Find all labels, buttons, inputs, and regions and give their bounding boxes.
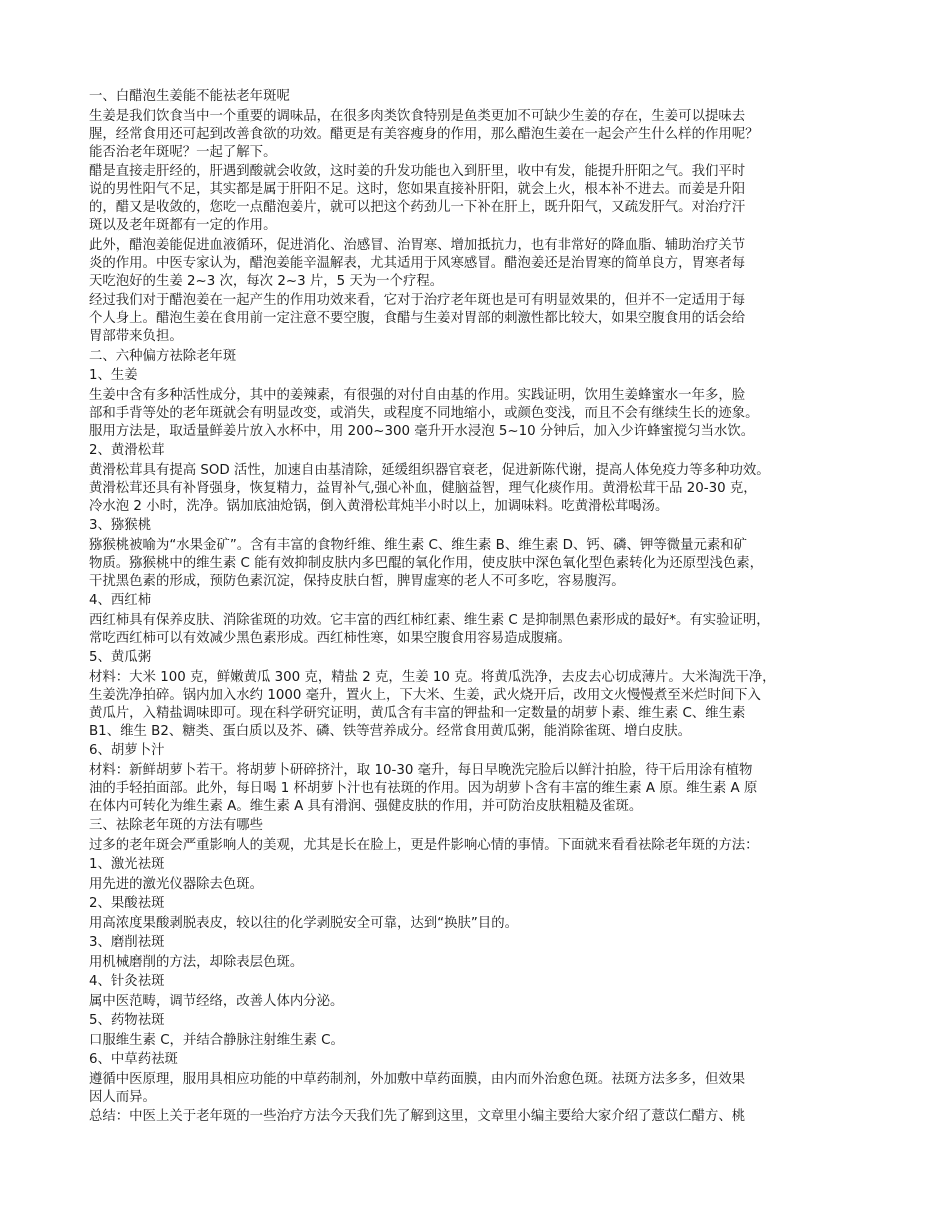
text-line: 物质。猕猴桃中的维生素 C 能有效抑制皮肤内多巴醌的氧化作用，使皮肤中深色氧化型色素转化为还原型浅色素， [89,555,763,571]
paragraph [89,1032,864,1050]
paragraph [89,669,864,741]
text-line: 部和手背等处的老年斑就会有明显改变，或消失，或程度不同地缩小，或颜色变浅，而且不会有继续生长的迹象。 [89,405,759,421]
text-line: 能否治老年斑呢？一起了解下。 [89,144,277,160]
text-line: 在体内可转化为维生素 A。维生素 A 具有滑润、强健皮肤的作用，并可防治皮肤粗糙及雀斑。 [89,798,643,814]
paragraph [89,88,864,106]
paragraph [89,537,864,591]
text-line: 用机械磨削的方法，却除表层色斑。 [89,954,304,970]
text-line: 油的手轻拍面部。此外，每日喝 1 杯胡萝卜汁也有祛斑的作用。因为胡萝卜含有丰富的维生素 A 原。维生素 A 原 [89,780,758,796]
text-line: 口服维生素 C，并结合静脉注射维生素 C。 [89,1032,344,1048]
paragraph [89,649,864,667]
text-line: 因人而异。 [89,1089,156,1105]
paragraph [89,462,864,516]
paragraph [89,442,864,460]
text-line: 用先进的激光仪器除去色斑。 [89,876,264,892]
text-line: 5、药物祛斑 [89,1013,165,1028]
text-line: 1、激光祛斑 [89,857,165,872]
text-line: 一、白醋泡生姜能不能祛老年斑呢 [89,89,290,104]
paragraph [89,592,864,610]
paragraph [89,292,864,346]
paragraph [89,1071,864,1107]
text-line: 2、果酸祛斑 [89,896,165,911]
text-line: 二、六种偏方祛除老年斑 [89,348,237,364]
paragraph [89,993,864,1011]
text-line: 用高浓度果酸剥脱表皮，较以往的化学剥脱安全可靠，达到“换肤”目的。 [89,915,518,931]
text-line: 属中医范畴，调节经络，改善人体内分泌。 [89,993,344,1009]
text-line: 6、胡萝卜汁 [89,743,165,758]
text-line: 三、祛除老年斑的方法有哪些 [89,818,264,833]
text-line: 材料：大米 100 克，鲜嫩黄瓜 300 克，精盐 2 克，生姜 10 克。将黄瓜洗净，去皮去心切成薄片。大米淘洗干净， [89,669,776,685]
paragraph [89,856,864,874]
paragraph [89,163,864,235]
text-line: 5、黄瓜粥 [89,650,152,665]
text-line: 常吃西红柿可以有效减少黑色素形成。西红柿性寒，如果空腹食用容易造成腹痛。 [89,630,572,646]
paragraph [89,895,864,913]
paragraph [89,762,864,816]
paragraph [89,1012,864,1030]
text-line: 3、磨削祛斑 [89,935,165,950]
text-line: 生姜洗净拍碎。锅内加入水约 1000 毫升，置火上，下大米、生姜，武火烧开后，改用文火慢慢煮至米烂时间下入 [89,687,761,703]
paragraph [89,837,864,855]
text-line: 生姜是我们饮食当中一个重要的调味品，在很多肉类饮食特别是鱼类更加不可缺少生姜的存在，生姜可以提味去 [89,108,746,124]
paragraph [89,742,864,760]
text-line: 胃部带来负担。 [89,329,183,344]
text-line: 黄滑松茸还具有补肾强身，恢复精力，益胃补气,强心补血，健脑益智，理气化痰作用。黄滑松茸干品 20-30 克， [89,480,757,496]
text-line: 材料：新鲜胡萝卜若干。将胡萝卜研碎挤汁，取 10-30 毫升，每日早晚洗完脸后以鲜汁拍脸，待干后用涂有植物 [89,762,753,778]
text-line: B1、维生 B2、糖类、蛋白质以及芥、磷、铁等营养成分。经常食用黄瓜粥，能消除雀斑、增白皮肤。 [89,723,692,739]
paragraph [89,387,864,441]
paragraph [89,915,864,933]
text-line: 黄瓜片，入精盐调味即可。现在科学研究证明，黄瓜含有丰富的钾盐和一定数量的胡萝卜素、维生素 C、维生素 [89,705,746,721]
paragraph [89,237,864,291]
paragraph [89,954,864,972]
paragraph [89,348,864,366]
document-page [89,88,864,1128]
text-line: 生姜中含有多种活性成分，其中的姜辣素，有很强的对付自由基的作用。实践证明，饮用生姜蜂蜜水一年多，脸 [89,387,746,403]
text-line: 1、生姜 [89,368,138,383]
text-line: 服用方法是，取适量鲜姜片放入水杯中，用 200~300 毫升开水浸泡 5~10 分钟后，加入少许蜂蜜搅匀当水饮。 [89,423,755,439]
paragraph [89,517,864,535]
text-line: 遵循中医原理，服用具相应功能的中草药制剂，外加敷中草药面膜，由内而外治愈色斑。祛斑方法多多，但效果 [89,1071,746,1087]
text-line: 4、针灸祛斑 [89,974,165,989]
text-line: 炎的作用。中医专家认为，醋泡姜能辛温解表，尤其适用于风寒感冒。醋泡姜还是治胃寒的简单良方，胃寒者每 [89,255,746,271]
text-line: 过多的老年斑会严重影响人的美观，尤其是长在脸上，更是件影响心情的事情。下面就来看看祛除老年斑的方法： [89,837,759,853]
text-line: 的，醋又是收敛的，您吃一点醋泡姜片，就可以把这个药劲儿一下补在肝上，既升阳气，又疏发肝气。对治疗汗 [89,200,746,215]
text-line: 6、中草药祛斑 [89,1052,178,1067]
text-line: 西红柿具有保养皮肤、消除雀斑的功效。它丰富的西红柿红素、维生素 C 是抑制黑色素形成的最好*。有实验证明， [89,612,770,628]
text-line: 天吃泡好的生姜 2~3 次，每次 2~3 片，5 天为一个疗程。 [89,273,444,289]
text-line: 冷水泡 2 小时，洗净。锅加底油炝锅，倒入黄滑松茸炖半小时以上，加调味料。吃黄滑松茸喝汤。 [89,498,669,514]
text-line: 个人身上。醋泡生姜在食用前一定注意不要空腹，食醋与生姜对胃部的刺激性都比较大，如果空腹食用的话会给 [89,311,746,326]
paragraph [89,367,864,385]
text-line: 4、西红柿 [89,593,152,608]
paragraph [89,612,864,648]
paragraph [89,973,864,991]
text-line: 斑以及老年斑都有一定的作用。 [89,218,277,233]
paragraph [89,1051,864,1069]
text-line: 此外，醋泡姜能促进血液循环，促进消化、治感冒、治胃寒、增加抵抗力，也有非常好的降血脂、辅助治疗关节 [89,237,746,253]
paragraph [89,1108,864,1126]
paragraph [89,876,864,894]
paragraph [89,817,864,835]
text-line: 2、黄滑松茸 [89,443,165,458]
paragraph [89,108,864,162]
text-line: 3、猕猴桃 [89,518,152,533]
text-line: 猕猴桃被喻为“水果金矿”。含有丰富的食物纤维、维生素 C、维生素 B、维生素 D、钙、磷、钾等微量元素和矿 [89,537,748,553]
text-line: 说的男性阳气不足，其实都是属于肝阳不足。这时，您如果直接补肝阳，就会上火，根本补不进去。而姜是升阳 [89,182,746,197]
text-line: 干扰黑色素的形成，预防色素沉淀，保持皮肤白皙，脾胃虚寒的老人不可多吃，容易腹泻。 [89,573,625,589]
text-line: 腥，经常食用还可起到改善食欲的功效。醋更是有美容瘦身的作用，那么醋泡生姜在一起会产生什么样的作用呢？ [89,126,759,142]
text-line: 黄滑松茸具有提高 SOD 活性，加速自由基清除，延缓组织器官衰老，促进新陈代谢，提高人体免疫力等多种功效。 [89,462,770,478]
text-line: 经过我们对于醋泡姜在一起产生的作用功效来看，它对于治疗老年斑也是可有明显效果的，但并不一定适用于每 [89,293,746,308]
paragraph [89,934,864,952]
text-line: 总结：中医上关于老年斑的一些治疗方法今天我们先了解到这里，文章里小编主要给大家介绍了薏苡仁醋方、桃 [89,1109,746,1124]
text-line: 醋是直接走肝经的，肝遇到酸就会收敛，这时姜的升发功能也入到肝里，收中有发，能提升肝阳之气。我们平时 [89,164,746,179]
